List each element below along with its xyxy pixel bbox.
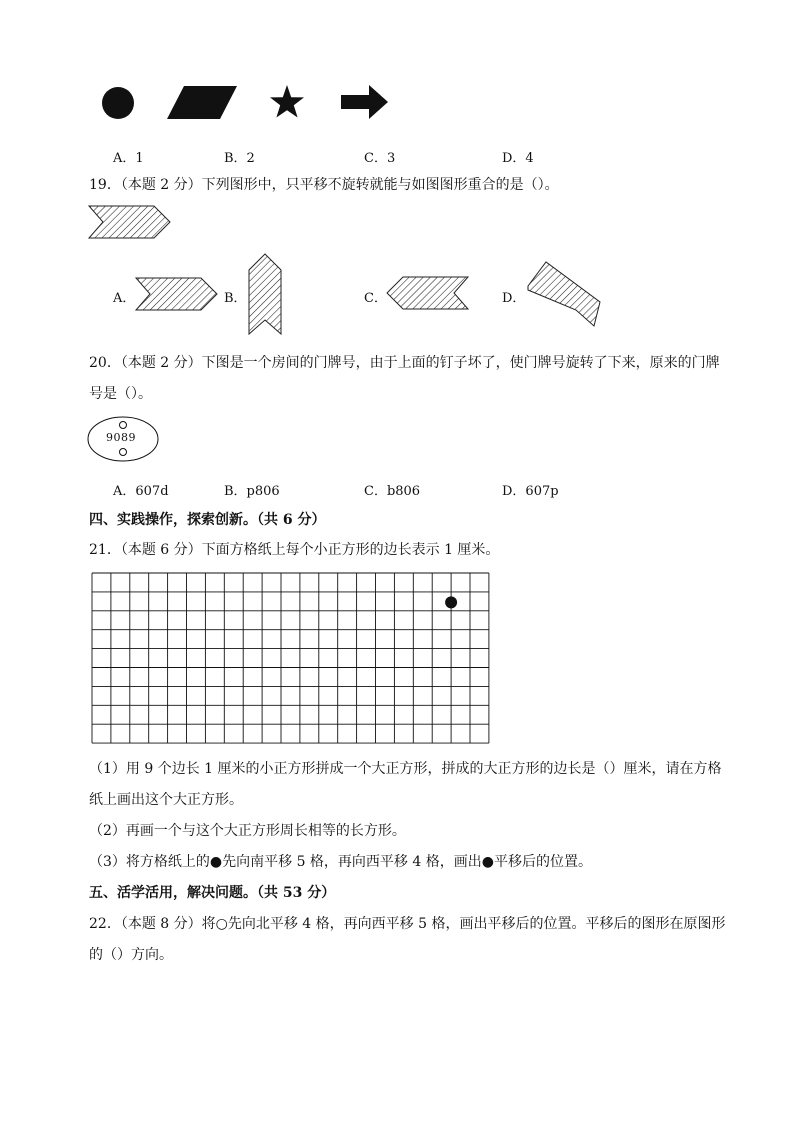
q20-option-c[interactable]: C．b806 bbox=[364, 484, 421, 499]
q21-sub2: （2）再画一个与这个大正方形周长相等的长方形。 bbox=[89, 823, 406, 839]
grid-dot-icon bbox=[445, 596, 457, 608]
q19-stem: 19．（本题 2 分）下列图形中，只平移不旋转就能与如图图形重合的是（）。 bbox=[89, 177, 559, 193]
q18-option-c[interactable]: C．3 bbox=[364, 151, 396, 166]
door-plate-number: 9089 bbox=[106, 431, 136, 444]
q20-option-a[interactable]: A．607d bbox=[113, 484, 169, 499]
q21-sub1-line2: 纸上画出这个大正方形。 bbox=[89, 792, 243, 808]
nail-hole-icon bbox=[120, 422, 127, 429]
q21-sub3: （3）将方格纸上的●先向南平移 5 格，再向西平移 4 格，画出●平移后的位置。 bbox=[89, 854, 592, 870]
q20-stem-line2: 号是（）。 bbox=[89, 386, 152, 402]
q21-stem: 21．（本题 6 分）下面方格纸上每个小正方形的边长表示 1 厘米。 bbox=[89, 542, 500, 558]
q21-sub1-line1: （1）用 9 个边长 1 厘米的小正方形拼成一个大正方形，拼成的大正方形的边长是（）厘米，请在方格 bbox=[89, 761, 722, 777]
section5-title: 五、活学活用，解决问题。（共 53 分） bbox=[89, 885, 336, 901]
section4-title: 四、实践操作，探索创新。（共 6 分） bbox=[89, 512, 326, 528]
q19-option-c[interactable]: C． bbox=[364, 291, 387, 306]
q18-option-d[interactable]: D．4 bbox=[502, 151, 534, 166]
q20-option-d[interactable]: D．607p bbox=[502, 484, 559, 499]
q22-line1: 22．（本题 8 分）将○先向北平移 4 格，再向西平移 5 格，画出平移后的位置。平移后的图形在原图形 bbox=[89, 916, 726, 932]
q19-option-b[interactable]: B． bbox=[224, 291, 247, 306]
q22-line2: 的（）方向。 bbox=[89, 947, 173, 963]
door-plate bbox=[0, 0, 794, 470]
q20-stem-line1: 20．（本题 2 分）下图是一个房间的门牌号，由于上面的钉子坏了，使门牌号旋转了下来，原来的门牌 bbox=[89, 355, 720, 371]
nail-hole-icon bbox=[120, 449, 127, 456]
q19-option-d[interactable]: D． bbox=[502, 291, 526, 306]
q18-option-a[interactable]: A．1 bbox=[113, 151, 144, 166]
q19-option-a[interactable]: A． bbox=[113, 291, 136, 306]
q18-option-b[interactable]: B．2 bbox=[224, 151, 255, 166]
q20-option-b[interactable]: B．p806 bbox=[224, 484, 280, 499]
square-grid[interactable] bbox=[92, 573, 492, 748]
